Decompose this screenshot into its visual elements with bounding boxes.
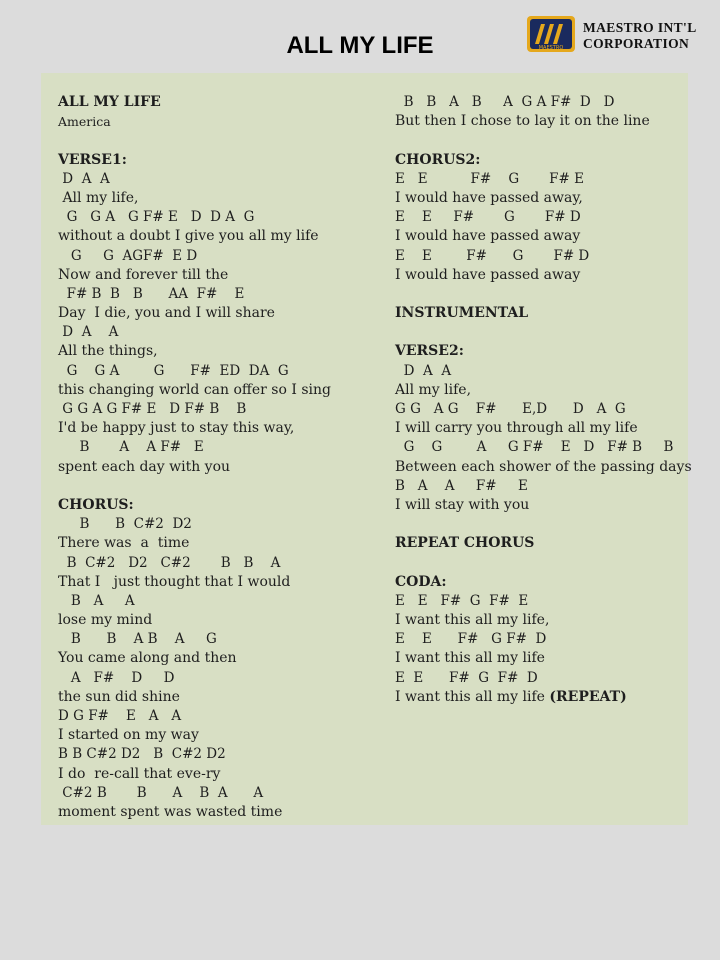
lyric-line: I would have passed away bbox=[395, 266, 581, 283]
lyric-line: I started on my way bbox=[58, 727, 199, 744]
section-heading: CODA: bbox=[395, 573, 447, 590]
chord-line: E E F# G F# D bbox=[395, 247, 590, 264]
section-heading: CHORUS: bbox=[58, 496, 134, 513]
chord-line: G G A G F# ED DA G bbox=[58, 362, 289, 379]
lyric-line: You came along and then bbox=[58, 650, 237, 667]
chord-line: F# B B B AA F# E bbox=[58, 285, 245, 302]
song-artist: America bbox=[58, 114, 111, 130]
spacer bbox=[58, 477, 378, 496]
lyric-line: this changing world can offer so I sing bbox=[58, 381, 331, 398]
spacer bbox=[58, 131, 378, 150]
section-heading: INSTRUMENTAL bbox=[395, 305, 529, 322]
chord-line: C#2 B B A B A A bbox=[58, 784, 264, 801]
chord-line: B B A B A G bbox=[58, 631, 217, 648]
lyric-line: I do re-call that eve-ry bbox=[58, 765, 221, 782]
lyric-line: All my life, bbox=[58, 189, 139, 206]
logo-line-1: MAESTRO INT'L bbox=[583, 20, 697, 35]
chord-line: E E F# G F# E bbox=[395, 170, 584, 187]
lyric-line: spent each day with you bbox=[58, 458, 231, 475]
chord-line: D G F# E A A bbox=[58, 708, 182, 724]
chord-line: A F# D D bbox=[58, 669, 175, 686]
lyric-line: lose my mind bbox=[58, 612, 153, 629]
maestro-logo-icon bbox=[527, 16, 575, 52]
page-title: ALL MY LIFE bbox=[286, 32, 434, 59]
lyric-line: I will carry you through all my life bbox=[395, 420, 638, 437]
chord-line: D A A bbox=[395, 362, 452, 379]
chord-line: B A A bbox=[58, 592, 135, 609]
lyric-line: Between each shower of the passing days bbox=[395, 458, 692, 475]
section-heading: VERSE1: bbox=[58, 151, 127, 168]
lyric-line: I want this all my life bbox=[395, 650, 545, 667]
chord-line: B B C#2 D2 bbox=[58, 516, 192, 533]
chord-line: E E F# G F# D bbox=[395, 669, 538, 686]
logo-line-2: CORPORATION bbox=[583, 36, 690, 51]
lyric-line: Now and forever till the bbox=[58, 266, 229, 283]
lyric-line: All the things, bbox=[58, 343, 158, 360]
left-column bbox=[58, 93, 378, 822]
spacer bbox=[395, 285, 685, 304]
chord-line: D A A bbox=[58, 170, 110, 187]
right-column bbox=[395, 93, 692, 707]
chord-line: B B C#2 D2 B C#2 D2 bbox=[58, 746, 226, 763]
lyric-line: without a doubt I give you all my life bbox=[58, 228, 319, 245]
chord-line: G G A G F# E D F# B B bbox=[58, 401, 247, 417]
chord-line: G G AGF# E D bbox=[58, 247, 198, 264]
lyric-line: There was a time bbox=[58, 535, 190, 552]
lyric-line: That I just thought that I would bbox=[58, 573, 291, 590]
lyric-line: I want this all my life, bbox=[395, 612, 550, 629]
lyric-line: But then I chose to lay it on the line bbox=[395, 113, 650, 130]
section-heading: CHORUS2: bbox=[395, 151, 481, 168]
chord-line: B B A B A G A F# D D bbox=[395, 94, 615, 110]
lyric-line: I will stay with you bbox=[395, 496, 530, 513]
chord-line: G G A G F# E D F# B B bbox=[395, 439, 674, 456]
spacer bbox=[395, 554, 685, 573]
section-heading: REPEAT CHORUS bbox=[395, 535, 535, 552]
repeat-marker: (REPEAT) bbox=[549, 688, 627, 705]
chord-line: B A A F# E bbox=[395, 477, 528, 494]
chord-line: E E F# G F# D bbox=[395, 209, 581, 226]
logo-brand-mark: MAESTRO bbox=[538, 45, 564, 51]
lyric-line: I'd be happy just to stay this way, bbox=[58, 420, 295, 437]
section-heading: ALL MY LIFE bbox=[58, 94, 161, 110]
spacer bbox=[395, 131, 685, 150]
company-logo bbox=[527, 16, 717, 56]
spacer bbox=[395, 323, 685, 342]
lyric-line bbox=[395, 688, 685, 707]
chord-line: G G A G F# E D D A G bbox=[58, 209, 255, 226]
lyric-line: I would have passed away bbox=[395, 228, 581, 245]
spacer bbox=[395, 515, 685, 534]
chord-line: B A A F# E bbox=[58, 439, 204, 456]
lyric-line: the sun did shine bbox=[58, 688, 180, 705]
chord-line: G G A G F# E,D D A G bbox=[395, 401, 626, 417]
lyric-line: moment spent was wasted time bbox=[58, 803, 283, 820]
lyric-line: Day I die, you and I will share bbox=[58, 305, 275, 322]
chord-line: E E F# G F# D bbox=[395, 631, 547, 648]
lyric-line: I would have passed away, bbox=[395, 189, 583, 206]
lyric-line: All my life, bbox=[395, 381, 472, 398]
chord-line: B C#2 D2 C#2 B B A bbox=[58, 554, 281, 571]
song-sheet bbox=[41, 73, 692, 825]
section-heading: VERSE2: bbox=[395, 343, 464, 360]
lyric-text: I want this all my life bbox=[395, 688, 550, 705]
chord-line: E E F# G F# E bbox=[395, 592, 529, 609]
chord-line: D A A bbox=[58, 324, 119, 341]
